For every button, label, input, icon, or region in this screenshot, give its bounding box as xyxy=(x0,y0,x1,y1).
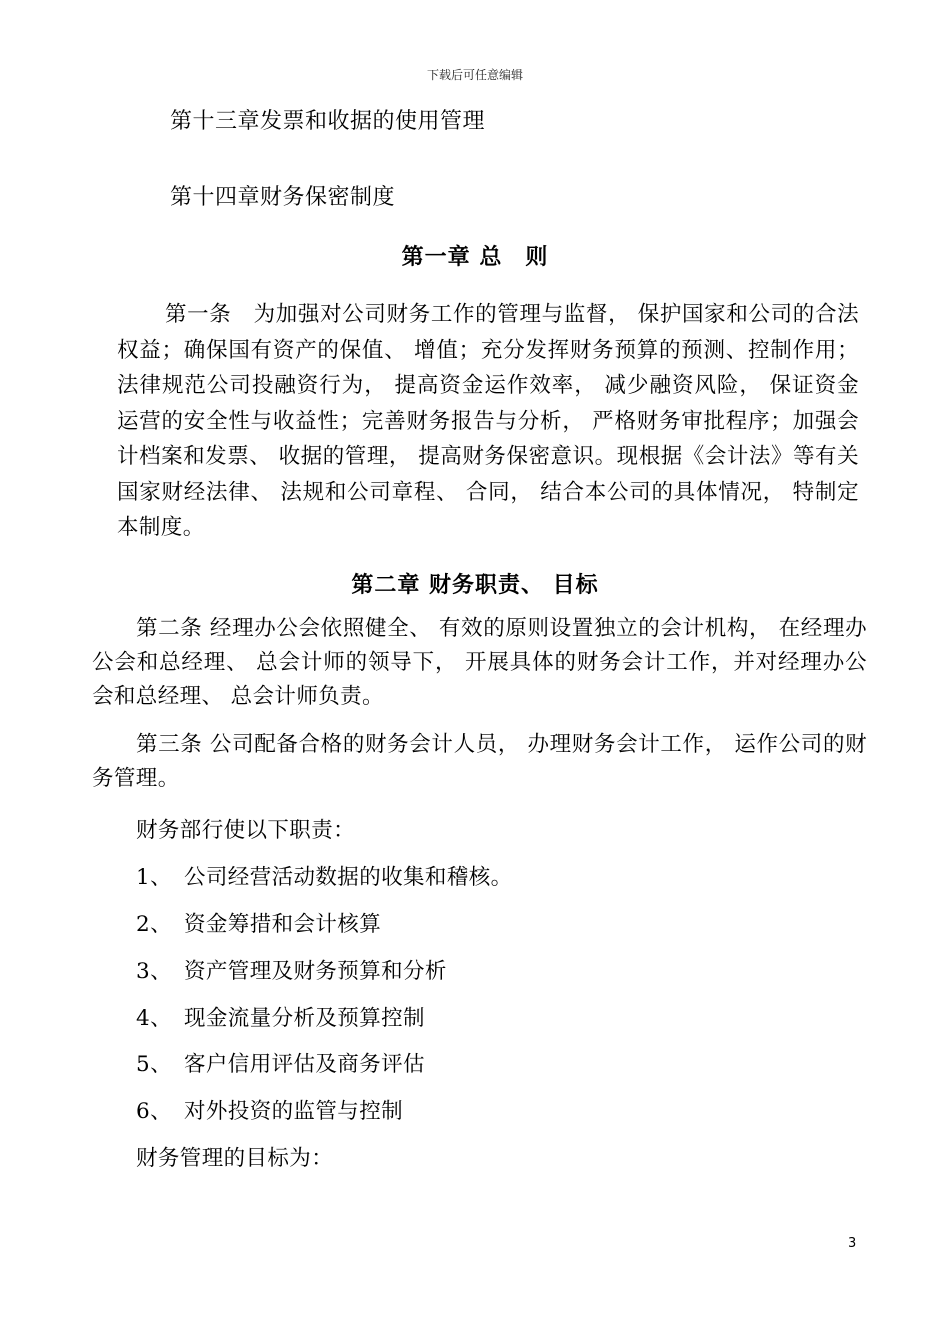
article-1-paragraph: 第一条 为加强对公司财务工作的管理与监督， 保护国家和公司的合法权益；确保国有资产的保值、 增值；充分发挥财务预算的预测、控制作用；法律规范公司投融资行为， 提高资金运作效率， 减少融资风险， 保证资金运营的安全性与收益性；完善财务报告与分析， 严格财务审批程序；加强会计档案和发票、 收据的管理， 提高财务保密意识。现根据《会计法》等有关国家财经法律、 法规和公司章程、 合同， 结合本公司的具体情况， 特制定本制度。 xyxy=(117,302,859,540)
chapter-1-title: 第一章 总 则 xyxy=(401,245,549,270)
duty-list-item xyxy=(136,1047,425,1078)
toc-item-chapter-13: 第十三章发票和收据的使用管理 xyxy=(170,109,486,134)
duty-number: 3、 xyxy=(136,959,172,984)
page-header-note: 下载后可任意编辑 xyxy=(426,68,523,82)
duty-list-item xyxy=(136,1094,403,1125)
duty-list-item xyxy=(136,860,513,891)
duty-number: 1、 xyxy=(136,865,172,890)
duty-list-item xyxy=(136,954,447,985)
toc-item-chapter-14: 第十四章财务保密制度 xyxy=(170,185,396,210)
duty-number: 5、 xyxy=(136,1052,172,1077)
article-2-paragraph: 第二条 经理办公会依照健全、 有效的原则设置独立的会计机构， 在经理办公会和总经理、 总会计师的领导下， 开展具体的财务会计工作，并对经理办公会和总经理、 总会计师负责。 xyxy=(92,616,867,709)
duty-list-item xyxy=(136,1001,425,1032)
duty-text: 客户信用评估及商务评估 xyxy=(184,1052,425,1077)
duty-text: 资金筹措和会计核算 xyxy=(184,912,382,937)
duties-intro: 财务部行使以下职责： xyxy=(136,818,356,843)
duty-text: 资产管理及财务预算和分析 xyxy=(184,959,447,984)
duty-text: 现金流量分析及预算控制 xyxy=(184,1006,425,1031)
duty-number: 6、 xyxy=(136,1099,172,1124)
duty-text: 对外投资的监管与控制 xyxy=(184,1099,404,1124)
goals-intro: 财务管理的目标为： xyxy=(136,1146,334,1171)
page-number: 3 xyxy=(848,1236,857,1251)
duty-number: 2、 xyxy=(136,912,172,937)
article-3-paragraph: 第三条 公司配备合格的财务会计人员， 办理财务会计工作， 运作公司的财务管理。 xyxy=(92,732,867,791)
duty-text: 公司经营活动数据的收集和稽核。 xyxy=(184,865,513,890)
duty-number: 4、 xyxy=(136,1006,172,1031)
duty-list-item xyxy=(136,907,381,938)
chapter-2-title: 第二章 财务职责、 目标 xyxy=(351,573,599,598)
